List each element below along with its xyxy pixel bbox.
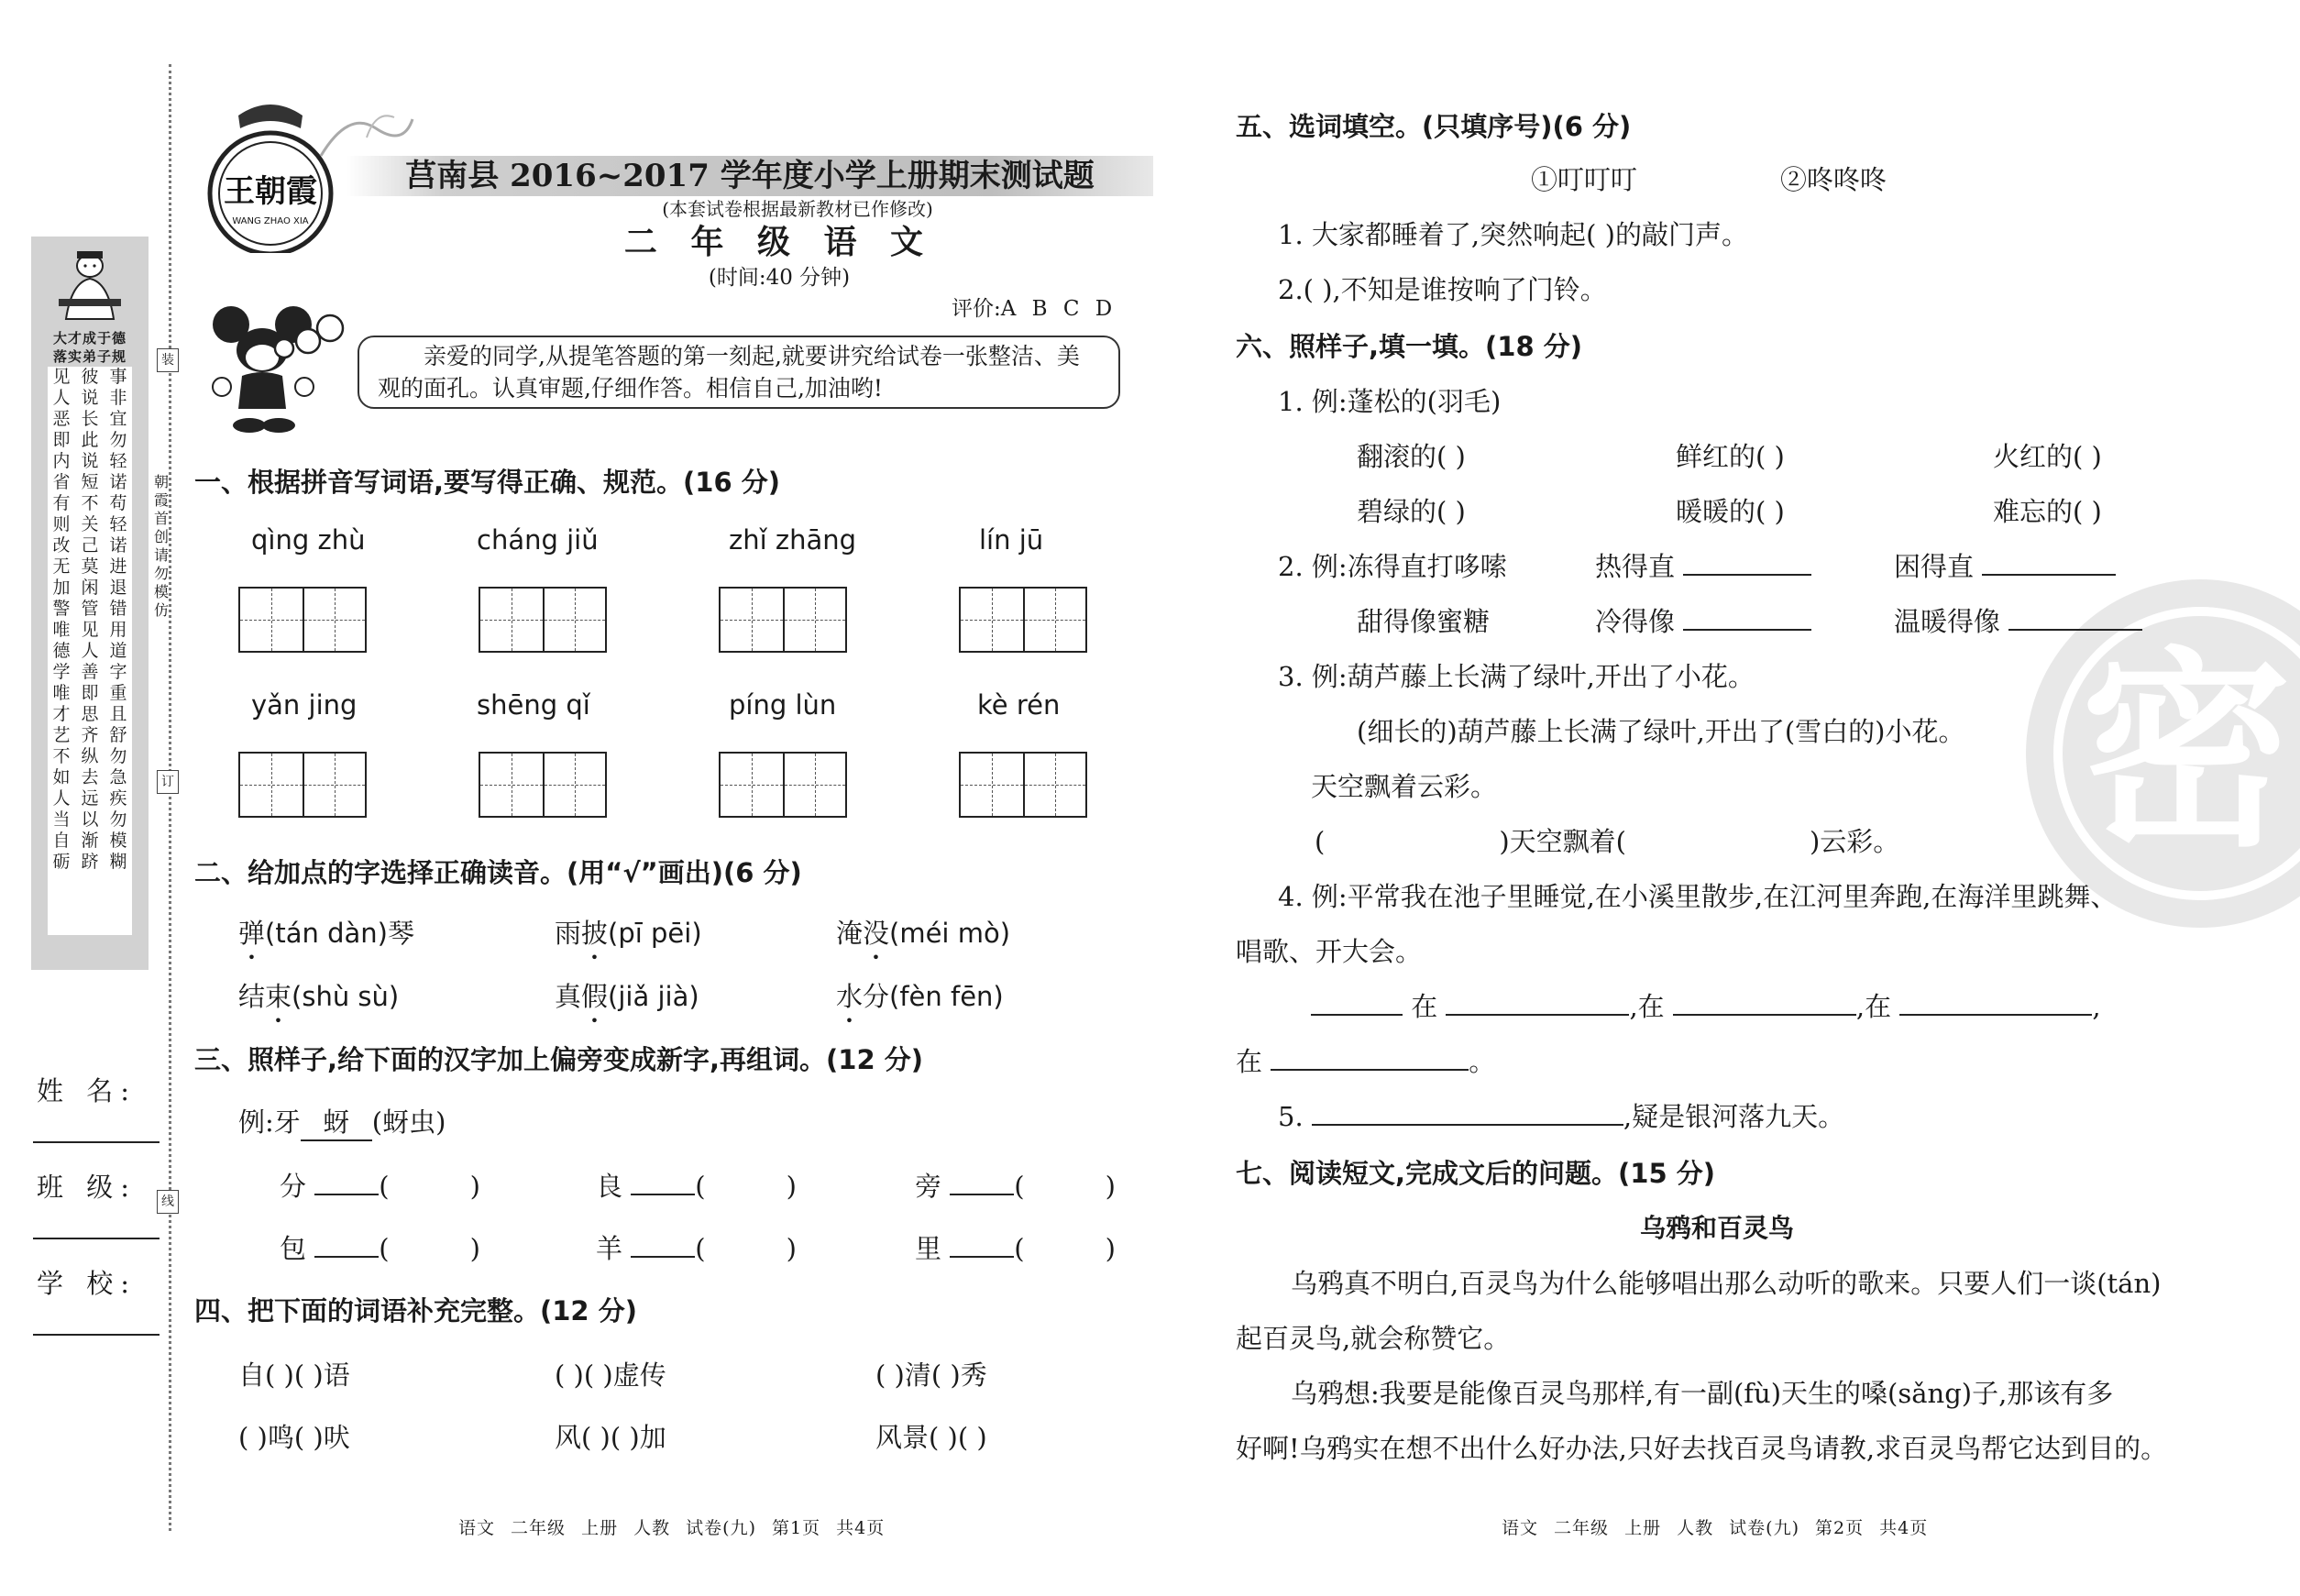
parallel-blank-3[interactable] — [1673, 1014, 1856, 1016]
story-paragraph-2-line-1: 乌鸦想:我要是能像百灵鸟那样,有一副(fù)天生的嗓(sǎng)子,那该有多 — [1291, 1378, 2114, 1409]
radical-item-3[interactable] — [915, 1166, 1116, 1204]
reading-item-5[interactable] — [555, 976, 699, 1014]
section-4-title: 四、把下面的词语补充完整。(12 分) — [194, 1295, 637, 1326]
radical-item-6-open: ( — [1014, 1233, 1025, 1264]
binding-seal-3: 线 — [157, 1190, 179, 1214]
parallel-blank-5[interactable] — [1271, 1069, 1469, 1071]
motto-title-line-2: 落实弟子规 — [52, 348, 127, 365]
writing-grid-4[interactable] — [959, 587, 1087, 653]
reading-item-4-options: (shù sù) — [292, 981, 400, 1012]
radical-item-3-char: 旁 — [915, 1171, 942, 1202]
page-2-footer: 语文 二年级 上册 人教 试卷(九) 第2页 共4页 — [1502, 1518, 1929, 1538]
radical-example-char: 例:牙 — [238, 1106, 301, 1138]
pinyin-5: yǎn jing — [251, 689, 358, 721]
motto-column-1: 见人恶即内省有则改无加警唯德学唯才艺不如人当自砺 — [52, 367, 71, 872]
fill-question-2[interactable]: 2.( ),不知是谁按响了门铃。 — [1278, 274, 1607, 305]
reading-item-1-dotted-char: 弹 — [238, 918, 266, 949]
watermark-char: 密 — [2081, 628, 2293, 875]
simile-item-3-label: 冷得像 — [1595, 606, 1676, 637]
story-paragraph-1-line-2: 起百灵鸟,就会称赞它。 — [1236, 1323, 1511, 1354]
radical-item-5[interactable] — [596, 1228, 797, 1266]
pinyin-4: lín jū — [979, 524, 1044, 556]
section-5-title: 五、选词填空。(只填序号)(6 分) — [1236, 111, 1632, 142]
simile-item-1-label: 热得直 — [1595, 551, 1676, 582]
simile-item-1[interactable] — [1595, 546, 1811, 584]
phrase-blank-5[interactable]: 暖暖的( ) — [1676, 496, 1785, 527]
section-1-title: 一、根据拼音写词语,要写得正确、规范。(16 分) — [194, 467, 780, 498]
zai-1: 在 — [1411, 991, 1438, 1022]
radical-item-3-open: ( — [1014, 1171, 1025, 1202]
writing-grid-3[interactable] — [719, 587, 847, 653]
pinyin-6: shēng qǐ — [477, 689, 590, 721]
reading-item-2-pre: 雨 — [555, 918, 582, 949]
radical-item-1-open: ( — [379, 1171, 390, 1202]
writing-grid-6[interactable] — [479, 752, 607, 818]
reading-item-3-dotted-char: 没 — [863, 918, 890, 949]
reading-item-4[interactable] — [238, 976, 399, 1014]
pinyin-8: kè rén — [977, 689, 1061, 721]
page-1-footer: 语文 二年级 上册 人教 试卷(九) 第1页 共4页 — [458, 1518, 886, 1538]
example-3: 3. 例:葫芦藤上长满了绿叶,开出了小花。 — [1278, 661, 1755, 692]
binding-seal-1: 装 — [157, 348, 179, 372]
idiom-item-6[interactable]: 风景( )( ) — [875, 1422, 987, 1453]
idiom-item-1[interactable]: 自( )( )语 — [238, 1359, 350, 1391]
exam-time: (时间:40 分钟) — [708, 266, 851, 290]
parallel-blank-1[interactable] — [1311, 1014, 1403, 1016]
parallel-sentence-line-1[interactable] — [1311, 986, 2101, 1024]
radical-item-4-close: ) — [469, 1233, 480, 1264]
exam-title: 莒南县 2016~2017 学年度小学上册期末测试题 — [405, 158, 1095, 194]
school-label: 学 校: — [37, 1268, 137, 1299]
radical-item-2-blank[interactable] — [631, 1194, 695, 1195]
class-label: 班 级: — [37, 1172, 137, 1203]
reading-item-3[interactable] — [836, 913, 1010, 951]
expand-paren-1: ( — [1315, 826, 1326, 857]
simile-item-2[interactable] — [1894, 546, 2116, 584]
logo-text: 王朝霞 — [224, 173, 317, 210]
exam-note: (本套试卷根据最新教材已作修改) — [662, 198, 933, 220]
binding-seal-2: 订 — [157, 770, 179, 794]
fill-question-1[interactable]: 1. 大家都睡着了,突然响起( )的敲门声。 — [1278, 219, 1748, 250]
section-3-title: 三、照样子,给下面的汉字加上偏旁变成新字,再组词。(12 分) — [194, 1044, 923, 1075]
reading-item-4-dotted-char: 束 — [265, 981, 292, 1012]
radical-item-5-char: 羊 — [596, 1233, 623, 1264]
reading-item-6[interactable] — [836, 976, 1004, 1014]
radical-item-1[interactable] — [280, 1166, 480, 1204]
radical-item-1-blank[interactable] — [314, 1194, 379, 1195]
pinyin-1: qìng zhù — [251, 524, 366, 556]
motto-column-2: 彼说长此说短不关己莫闲管见人善即思齐纵去远以渐跻 — [81, 367, 99, 872]
motto-panel — [31, 237, 149, 970]
radical-item-2-open: ( — [695, 1171, 706, 1202]
phrase-blank-4[interactable]: 碧绿的( ) — [1357, 496, 1466, 527]
poem-line[interactable] — [1278, 1096, 1844, 1134]
section-2-title: 二、给加点的字选择正确读音。(用“√”画出)(6 分) — [194, 857, 802, 888]
reading-item-3-pre: 淹 — [836, 918, 864, 949]
comma-3: , — [2092, 991, 2101, 1022]
idiom-item-3[interactable]: ( )清( )秀 — [875, 1359, 987, 1391]
radical-item-5-blank[interactable] — [631, 1256, 695, 1258]
expand-middle: )天空飘着( — [1499, 826, 1626, 857]
idiom-item-2[interactable]: ( )( )虚传 — [555, 1359, 666, 1391]
pinyin-2: cháng jiǔ — [477, 524, 599, 556]
zai-3: 在 — [1865, 991, 1892, 1022]
simile-item-4-label: 温暖得像 — [1894, 606, 2001, 637]
logo-subtext: WANG ZHAO XIA — [232, 216, 309, 226]
reading-item-5-options: (jiǎ jià) — [608, 981, 699, 1012]
radical-item-6-close: ) — [1105, 1233, 1116, 1264]
phrase-blank-2[interactable]: 鲜红的( ) — [1676, 441, 1785, 472]
school-input-line[interactable] — [33, 1334, 160, 1336]
reading-item-1-options: (tán dàn)琴 — [265, 918, 414, 949]
thought-bubble-icon — [271, 310, 345, 363]
radical-item-2[interactable] — [596, 1166, 797, 1204]
reading-item-5-pre: 真 — [555, 981, 582, 1012]
radical-example-word: (蚜虫) — [371, 1106, 446, 1138]
exam-subject: 二 年 级 语 文 — [623, 223, 935, 261]
radical-item-3-blank[interactable] — [950, 1194, 1014, 1195]
pinyin-3: zhǐ zhāng — [729, 524, 857, 556]
poem-number: 5. — [1278, 1101, 1304, 1132]
reading-item-2-dotted-char: 披 — [581, 918, 609, 949]
option-2: ②咚咚咚 — [1780, 164, 1887, 195]
copyright-note: 朝霞首创 请勿模仿 — [153, 473, 169, 619]
reading-item-5-dotted-char: 假 — [581, 981, 609, 1012]
radical-item-6[interactable] — [915, 1228, 1116, 1266]
writing-grid-2[interactable] — [479, 587, 607, 653]
radical-item-3-close: ) — [1105, 1171, 1116, 1202]
scholar-figure-icon — [53, 246, 127, 323]
simile-item-2-label: 困得直 — [1894, 551, 1975, 582]
simile-item-3[interactable] — [1595, 601, 1811, 639]
phrase-blank-1[interactable]: 翻滚的( ) — [1357, 441, 1466, 472]
radical-item-5-open: ( — [695, 1233, 706, 1264]
radical-item-5-close: ) — [786, 1233, 797, 1264]
binding-dotted-line — [169, 64, 171, 1531]
writing-grid-1[interactable] — [238, 587, 367, 653]
period-1: 。 — [1469, 1046, 1496, 1077]
class-input-line[interactable] — [33, 1238, 160, 1239]
story-paragraph-2-line-2: 好啊!乌鸦实在想不出什么好办法,只好去找百灵鸟请教,求百灵鸟帮它达到目的。 — [1236, 1433, 2168, 1464]
radical-example — [238, 1102, 446, 1141]
expand-sentence-answer[interactable] — [1315, 821, 1899, 859]
section-7-title: 七、阅读短文,完成文后的问题。(15 分) — [1236, 1158, 1715, 1189]
name-label: 姓 名: — [37, 1075, 137, 1106]
idiom-item-5[interactable]: 风( )( )加 — [555, 1422, 666, 1453]
simile-item-3-blank[interactable] — [1683, 629, 1811, 631]
poem-blank[interactable] — [1312, 1124, 1623, 1126]
story-paragraph-1-line-1: 乌鸦真不明白,百灵鸟为什么能够唱出那么动听的歌来。只要人们一谈(tán) — [1291, 1268, 2162, 1299]
name-input-line[interactable] — [33, 1141, 160, 1143]
radical-item-4-char: 包 — [280, 1233, 307, 1264]
parallel-blank-2[interactable] — [1446, 1014, 1629, 1016]
story-title: 乌鸦和百灵鸟 — [1639, 1213, 1794, 1243]
example-2: 2. 例:冻得直打哆嗦 — [1278, 551, 1507, 582]
pinyin-7: píng lùn — [729, 689, 837, 721]
writing-grid-8[interactable] — [959, 752, 1087, 818]
radical-item-6-blank[interactable] — [950, 1256, 1014, 1258]
radical-item-2-char: 良 — [596, 1171, 623, 1202]
example-4-line-2: 唱歌、开大会。 — [1236, 936, 1423, 967]
grade-rating: 评价:A B C D — [952, 297, 1113, 321]
simile-item-2-blank[interactable] — [1982, 574, 2116, 576]
parallel-sentence-line-2[interactable] — [1236, 1041, 1495, 1079]
phrase-blank-3[interactable]: 火红的( ) — [1993, 441, 2102, 472]
reading-item-1[interactable] — [238, 913, 414, 951]
reading-item-4-pre: 结 — [238, 981, 266, 1012]
section-6-title: 六、照样子,填一填。(18 分) — [1236, 331, 1582, 362]
reading-item-6-options: 分(fèn fēn) — [863, 981, 1004, 1012]
poem-rest: ,疑是银河落九天。 — [1623, 1101, 1845, 1132]
simile-item-4-blank[interactable] — [2008, 629, 2142, 631]
option-1: ①叮叮叮 — [1531, 164, 1638, 195]
radical-example-answer: 蚜 — [301, 1102, 372, 1141]
reading-item-2-options: (pī pēi) — [608, 918, 702, 949]
expand-end: )云彩。 — [1809, 826, 1900, 857]
reading-item-2[interactable] — [555, 913, 702, 951]
simile-item-1-blank[interactable] — [1683, 574, 1811, 576]
radical-item-1-char: 分 — [280, 1171, 307, 1202]
radical-item-4-blank[interactable] — [314, 1256, 379, 1258]
parallel-blank-4[interactable] — [1899, 1014, 2092, 1016]
example-3-sentence: 天空飘着云彩。 — [1311, 771, 1498, 802]
radical-item-4-open: ( — [379, 1233, 390, 1264]
radical-item-4[interactable] — [280, 1228, 480, 1266]
motto-column-3: 事非宜勿轻诺苟轻诺进退错用道字重且舒勿急疾勿模糊 — [109, 367, 127, 872]
reading-item-6-dotted-char: 水 — [836, 981, 864, 1012]
simile-item-4[interactable] — [1894, 601, 2142, 639]
phrase-blank-6[interactable]: 难忘的( ) — [1993, 496, 2102, 527]
comma-1: , — [1629, 991, 1638, 1022]
reading-item-3-options: (méi mò) — [889, 918, 1011, 949]
zai-4: 在 — [1236, 1046, 1263, 1077]
writing-grid-7[interactable] — [719, 752, 847, 818]
idiom-item-4[interactable]: ( )鸣( )吠 — [238, 1422, 350, 1453]
example-3-expanded: (细长的)葫芦藤上长满了绿叶,开出了(雪白的)小花。 — [1357, 716, 1965, 747]
example-4-line-1: 4. 例:平常我在池子里睡觉,在小溪里散步,在江河里奔跑,在海洋里跳舞、 — [1278, 881, 2118, 912]
motto-text-area — [48, 367, 132, 935]
writing-grid-5[interactable] — [238, 752, 367, 818]
zai-2: 在 — [1637, 991, 1665, 1022]
radical-item-6-char: 里 — [915, 1233, 942, 1264]
motto-title-line-1: 大才成于德 — [52, 330, 127, 347]
radical-item-1-close: ) — [469, 1171, 480, 1202]
comma-2: , — [1855, 991, 1865, 1022]
greeting-text: 亲爱的同学,从提笔答题的第一刻起,就要讲究给试卷一张整洁、美观的面孔。认真审题,仔细作答。相信自己,加油哟! — [378, 343, 1080, 402]
simile-example-b: 甜得像蜜糖 — [1357, 606, 1491, 637]
example-1: 1. 例:蓬松的(羽毛) — [1278, 386, 1502, 417]
radical-item-2-close: ) — [786, 1171, 797, 1202]
